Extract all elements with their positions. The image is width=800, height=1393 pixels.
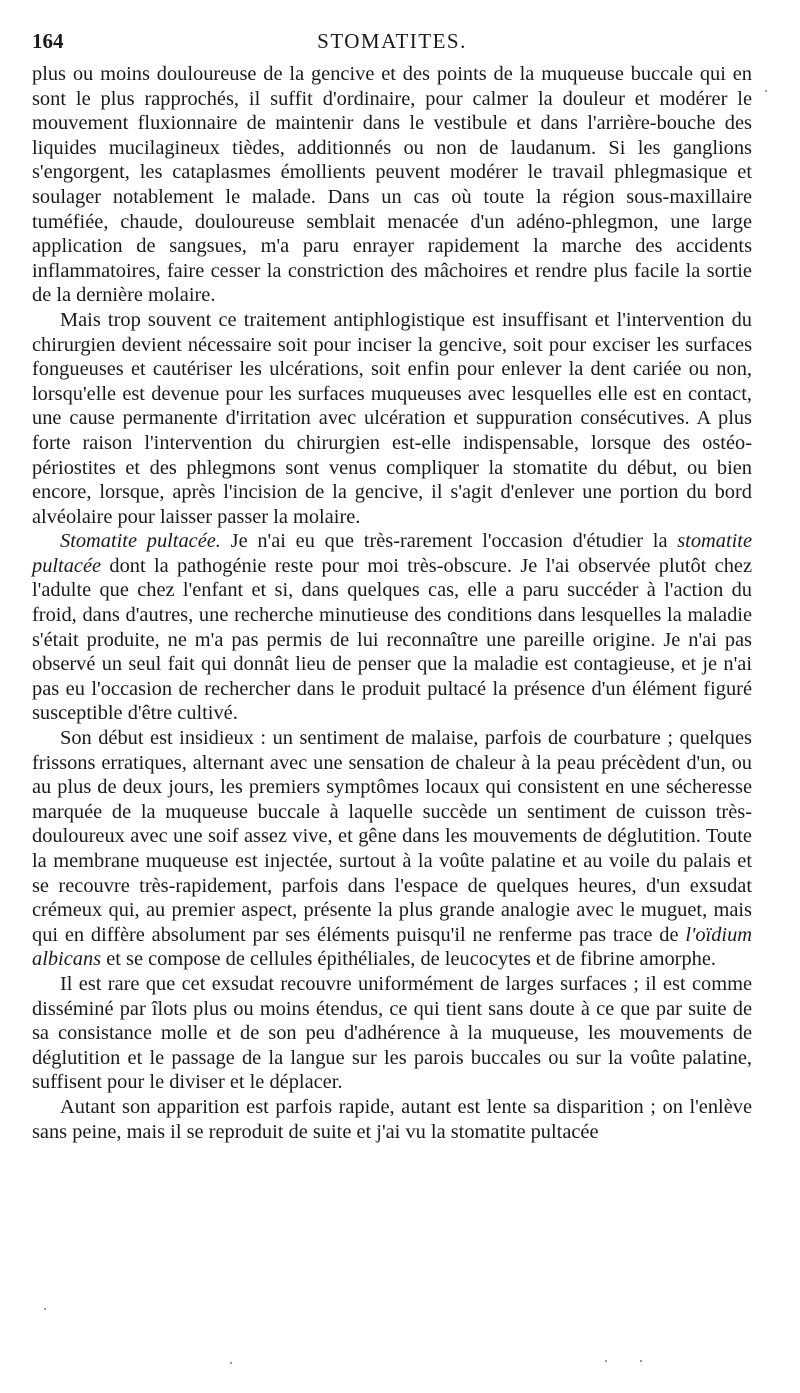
scan-speck bbox=[230, 1362, 232, 1364]
paragraph-text: Je n'ai eu que très-rarement l'occasion d'étudier la bbox=[220, 530, 678, 553]
paragraph-text: Il est rare que cet exsudat recouvre uniformément de larges surfaces ; il est comme disséminé par îlots plus ou moins étendus, ce qui tient sans doute à ce que par suite de sa consistance molle et de son peu d'adhérence à la muqueuse, les mouvements de déglutition et le passage de la langue sur les parois buccales ou sur la voûte palatine, suffisent pour le diviser et le déplacer. bbox=[32, 972, 752, 1094]
running-title: STOMATITES. bbox=[317, 29, 467, 53]
paragraph-exsudat bbox=[32, 972, 752, 1095]
paragraph-text: Mais trop souvent ce traitement antiphlogistique est insuffisant et l'intervention du chirurgien devient nécessaire soit pour inciser la gencive, soit pour exciser les surfaces fongueuses et cautériser les ulcérations, soit enfin pour enlever la dent cariée ou non, lorsqu'elle est devenue pour les surfaces muqueuses avec lesquelles elle est en contact, une cause permanente d'irritation avec ulcération et suppuration consécutives. A plus forte raison l'intervention du chirurgien est-elle indispensable, lorsque des ostéo-périostites et des phlegmons sont venus compliquer la stomatite du début, ou bien encore, lorsque, après l'incision de la gencive, il s'agit d'enlever une portion du bord alvéolaire pour laisser passer la molaire. bbox=[32, 308, 752, 528]
paragraph-debut bbox=[32, 726, 752, 972]
scan-speck bbox=[44, 1308, 46, 1310]
paragraph-surgical-intervention bbox=[32, 308, 752, 529]
paragraph-text: dont la pathogénie reste pour moi très-obscure. Je l'ai observée plutôt chez l'adulte que chez l'enfant et si, dans quelques cas, elle a paru succéder à l'action du froid, dans d'autres, une recherche minutieuse des conditions dans lesquelles la maladie s'était produite, ne m'a pas permis de lui reconnaître une pareille origine. Je n'ai pas observé un seul fait qui donnât lieu de penser que la maladie est contagieuse, et je n'ai pas eu l'occasion de rechercher dans le produit pultacé la présence d'un élément figuré susceptible d'être cultivé. bbox=[32, 554, 752, 725]
page-header bbox=[32, 26, 752, 56]
scan-speck bbox=[605, 1360, 607, 1362]
italic-term: l'oïdium albicans bbox=[32, 923, 752, 971]
paragraph-text: et se compose de cellules épithéliales, de leucocytes et de fibrine amorphe. bbox=[101, 948, 716, 971]
paragraph-text: Autant son apparition est parfois rapide, autant est lente sa disparition ; on l'enlève sans peine, mais il se reproduit de suite et j'ai vu la stomatite pultacée bbox=[32, 1095, 752, 1143]
paragraph-stomatite-pultacee bbox=[32, 529, 752, 726]
italic-term: stomatite pultacée bbox=[32, 530, 752, 577]
paragraph-continued bbox=[32, 62, 752, 308]
paragraph-text: Son début est insidieux : un sentiment de malaise, parfois de courbature ; quelques frissons erratiques, alternant avec une sensation de chaleur à la peau précèdent d'un, ou au plus de deux jours, les premiers symptômes locaux qui consistent en une sécheresse marquée de la muqueuse buccale à laquelle succède un sentiment de cuisson très-douloureux avec une soif assez vive, et gêne dans les mouvements de déglutition. Toute la membrane muqueuse est injectée, surtout à la voûte palatine et au voile du palais et se recouvre très-rapidement, parfois dans l'espace de quelques heures, d'un exsudat crémeux qui, au premier aspect, présente la plus grande analogie avec le muguet, mais qui en diffère absolument par ses éléments puisqu'il ne renferme pas trace de bbox=[32, 727, 752, 946]
paragraph-text: plus ou moins douloureuse de la gencive et des points de la muqueuse buccale qui en sont le plus rapprochés, il suffit d'ordinaire, pour calmer la douleur et modérer le mouvement fluxionnaire de maintenir dans le vestibule et dans l'arrière-bouche des liquides mucilagineux tièdes, additionnés ou non de laudanum. Si les ganglions s'engorgent, les cataplasmes émollients peuvent modérer le travail phlegmasique et soulager notablement le malade. Dans un cas où toute la région sous-maxillaire tuméfiée, chaude, douloureuse semblait menacée d'un adéno-phlegmon, une large application de sangsues, m'a paru enrayer rapidement la marche des accidents inflammatoires, faire cesser la constriction des mâchoires et rendre plus facile la sortie de la dernière molaire. bbox=[32, 63, 752, 307]
section-heading: Stomatite pultacée. bbox=[60, 530, 221, 553]
page-number: 164 bbox=[32, 29, 64, 53]
body-text bbox=[32, 62, 752, 1144]
scan-speck bbox=[640, 1360, 642, 1362]
paragraph-disparition bbox=[32, 1095, 752, 1144]
scan-speck bbox=[765, 90, 767, 92]
